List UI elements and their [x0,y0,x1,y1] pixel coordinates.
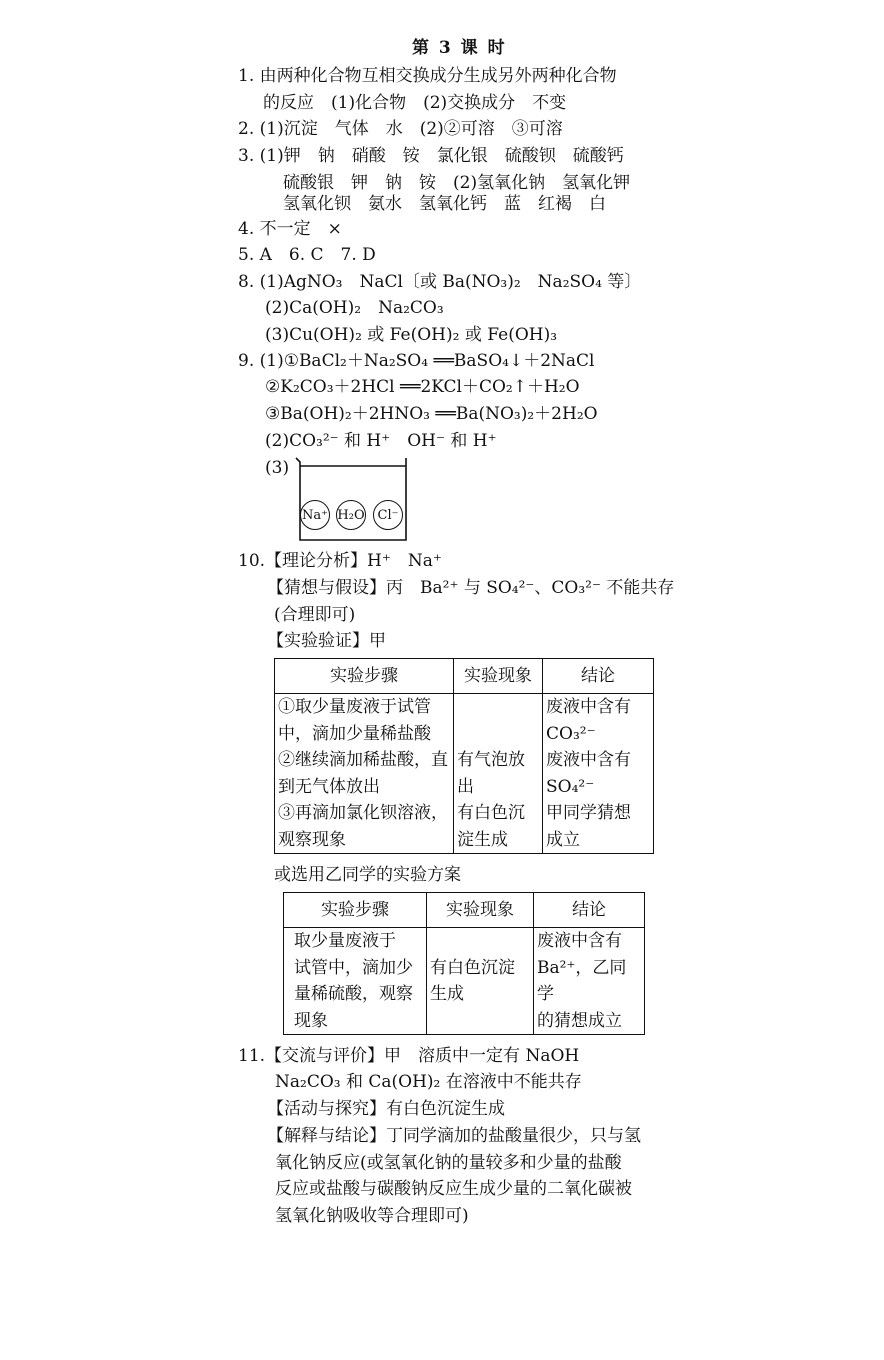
t1-header-conclusion: 结论 [543,659,654,694]
q10-line1: 10.【理论分析】H⁺ Na⁺ [238,551,442,571]
q3-line2: 硫酸银 钾 钠 铵 (2)氢氧化钠 氢氧化钾 [283,173,631,193]
q10-line2: 【猜想与假设】丙 Ba²⁺ 与 SO₄²⁻、CO₃²⁻ 不能共存 [267,578,675,598]
t1-header-phenomena: 实验现象 [454,659,543,694]
water-molecule: H₂O [336,500,366,530]
q9-line2: ②K₂CO₃＋2HCl ══2KCl＋CO₂↑＋H₂O [265,377,580,397]
t1-header-steps: 实验步骤 [275,659,454,694]
t2-phenomenon: 有白色沉淀 生成 [427,928,534,1035]
t1-phenomena: 有气泡放 出 有白色沉 淀生成 [454,694,543,854]
sodium-ion: Na⁺ [300,500,330,530]
q11-line6: 反应或盐酸与碳酸钠反应生成少量的二氧化碳被 [275,1179,632,1199]
experiment-table-2 [283,892,645,1035]
t2-header-steps: 实验步骤 [284,893,427,928]
q11-line4: 【解释与结论】丁同学滴加的盐酸量很少，只与氢 [267,1126,641,1146]
q8-line2: (2)Ca(OH)₂ Na₂CO₃ [265,298,444,318]
q3-line1: 3. (1)钾 钠 硝酸 铵 氯化银 硫酸钡 硫酸钙 [238,146,624,166]
t2-header-conclusion: 结论 [534,893,645,928]
page-title: 第 3 课 时 [412,38,507,58]
q9-line3: ③Ba(OH)₂＋2HNO₃ ══Ba(NO₃)₂＋2H₂O [265,404,598,424]
q11-line2: Na₂CO₃ 和 Ca(OH)₂ 在溶液中不能共存 [275,1072,582,1092]
q8-line3: (3)Cu(OH)₂ 或 Fe(OH)₂ 或 Fe(OH)₃ [265,325,558,345]
t2-header-phenomena: 实验现象 [427,893,534,928]
alt-plan-line: 或选用乙同学的实验方案 [274,865,461,885]
q3-line3: 氢氧化钡 氨水 氢氧化钙 蓝 红褐 白 [283,194,606,214]
q11-line1: 11.【交流与评价】甲 溶质中一定有 NaOH [238,1046,580,1066]
q4-line: 4. 不一定 × [238,219,342,239]
t1-steps: ①取少量废液于试管 中，滴加少量稀盐酸 ②继续滴加稀盐酸，直 到无气体放出 ③再滴加氯化钡溶液， 观察现象 [275,694,454,854]
q9-line1: 9. (1)①BaCl₂＋Na₂SO₄ ══BaSO₄↓＋2NaCl [238,351,595,371]
q2-line: 2. (1)沉淀 气体 水 (2)②可溶 ③可溶 [238,119,563,139]
q10-line4: 【实验验证】甲 [267,631,386,651]
q9-line5: (3) [265,458,290,478]
q5-7-line: 5. A 6. C 7. D [238,245,376,265]
q11-line7: 氢氧化钠吸收等合理即可) [275,1206,469,1226]
t2-conclusion: 废液中含有 Ba²⁺，乙同学 的猜想成立 [534,928,645,1035]
q11-line3: 【活动与探究】有白色沉淀生成 [267,1099,505,1119]
q11-line5: 氧化钠反应(或氢氧化钠的量较多和少量的盐酸 [275,1153,622,1173]
t1-conclusions: 废液中含有 CO₃²⁻ 废液中含有 SO₄²⁻ 甲同学猜想 成立 [543,694,654,854]
q1-line2: 的反应 (1)化合物 (2)交换成分 不变 [263,93,567,113]
chloride-ion: Cl⁻ [373,500,403,530]
q8-line1: 8. (1)AgNO₃ NaCl〔或 Ba(NO₃)₂ Na₂SO₄ 等〕 [238,272,642,292]
q10-line3: (合理即可) [274,605,356,625]
t2-steps: 取少量废液于 试管中，滴加少 量稀硫酸，观察 现象 [284,928,427,1035]
q1-line1: 1. 由两种化合物互相交换成分生成另外两种化合物 [238,66,617,86]
experiment-table-1 [274,658,654,854]
q9-line4: (2)CO₃²⁻ 和 H⁺ OH⁻ 和 H⁺ [265,431,497,451]
